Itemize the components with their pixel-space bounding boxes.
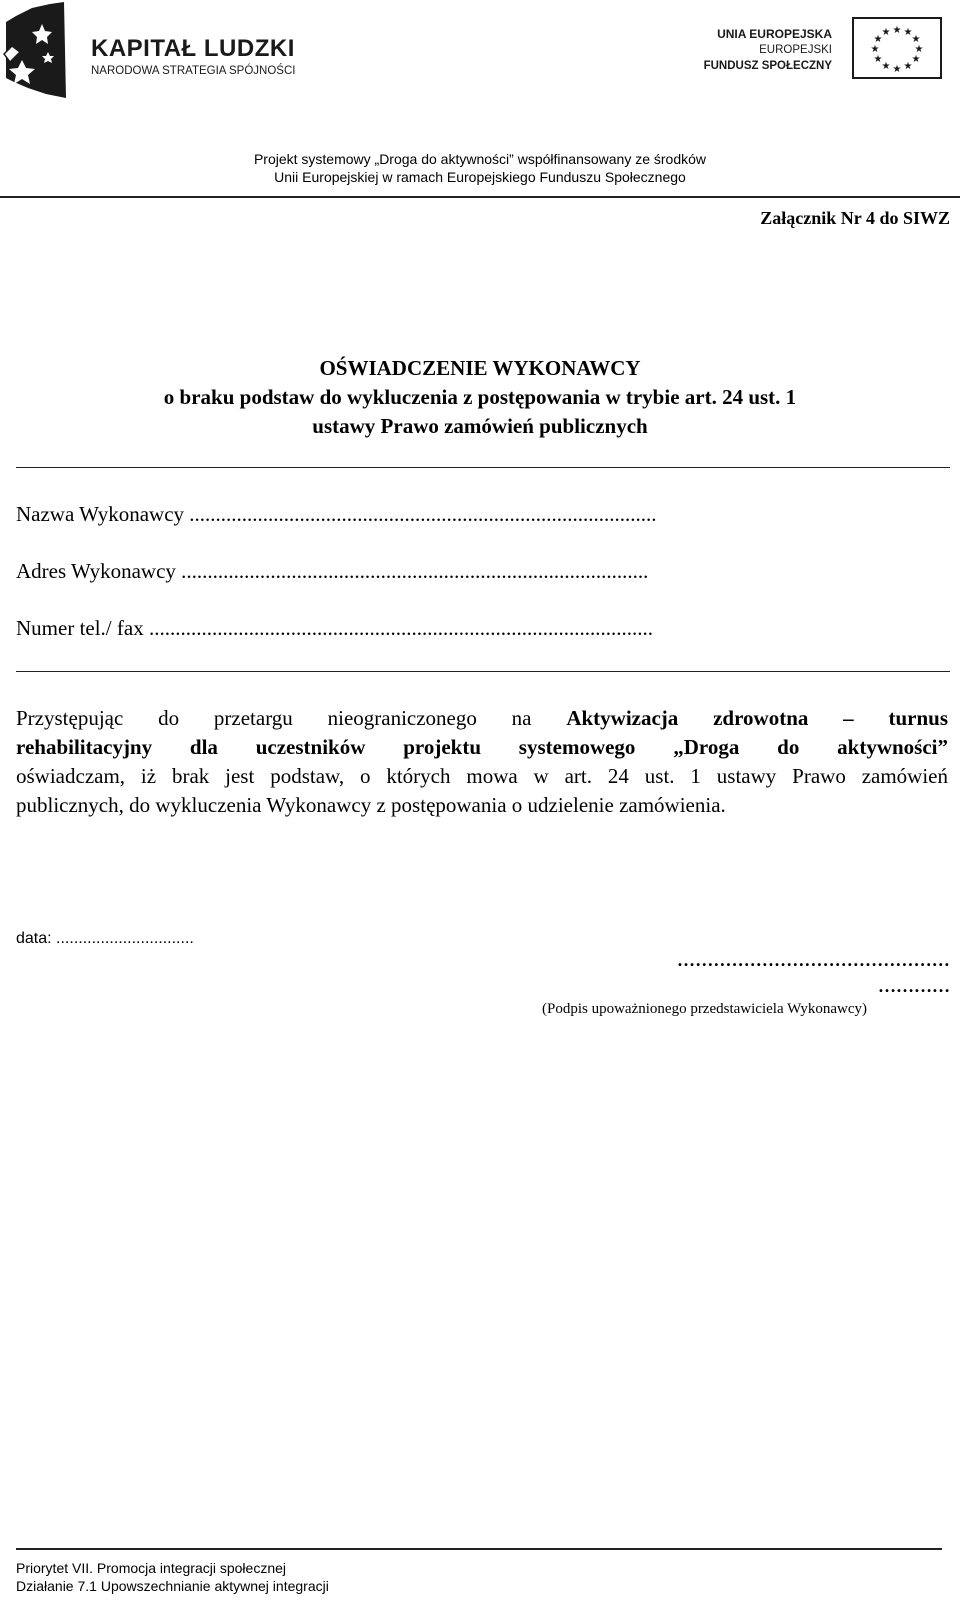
header-rule — [0, 196, 960, 198]
svg-text:★: ★ — [873, 54, 883, 65]
statement-line-3: oświadczam, iż brak jest podstaw, o których mowa w art. 24 ust. 1 ustawy Prawo zamówień — [16, 764, 948, 788]
statement-line-1-subject: Aktywizacja zdrowotna – turnus — [566, 706, 948, 730]
svg-text:★: ★ — [881, 27, 891, 38]
eu-logo-line1: UNIA EUROPEJSKA — [717, 27, 832, 41]
svg-text:★: ★ — [903, 27, 913, 38]
title-line-3: ustawy Prawo zamówień publicznych — [312, 414, 648, 438]
document-title — [0, 354, 960, 441]
fields-rule — [16, 671, 950, 672]
project-line-1: Projekt systemowy „Droga do aktywności” współfinansowany ze środków — [253, 151, 707, 167]
signature-dots-line-1[interactable]: ……………………………………… — [677, 950, 950, 970]
svg-text:★: ★ — [870, 44, 880, 55]
contractor-phone-field[interactable]: Numer tel./ fax ................................................................................................ — [16, 616, 653, 640]
kapital-ludzki-title: KAPITAŁ LUDZKI — [91, 35, 295, 62]
statement-line-4: publicznych, do wykluczenia Wykonawcy z postępowania o udzielenie zamówienia. — [16, 793, 726, 817]
svg-text:★: ★ — [892, 25, 902, 36]
title-line-1: OŚWIADCZENIE WYKONAWCY — [319, 356, 641, 380]
signature-caption: (Podpis upoważnionego przedstawiciela Wykonawcy) — [542, 1001, 867, 1017]
svg-text:★: ★ — [892, 64, 902, 75]
project-line-2: Unii Europejskiej w ramach Europejskiego Funduszu Społecznego — [274, 169, 686, 185]
svg-text:★: ★ — [911, 54, 921, 65]
svg-text:★: ★ — [881, 61, 891, 72]
statement-line-2: rehabilitacyjny dla uczestników projektu systemowego „Droga do aktywności” — [16, 735, 948, 759]
footer-rule — [16, 1548, 942, 1550]
statement-line-1-intro: Przystępując do przetargu nieograniczonego na — [16, 706, 567, 730]
contractor-name-field[interactable]: Nazwa Wykonawcy ......................................................................................... — [16, 502, 657, 526]
date-field[interactable]: data: ............................... — [16, 930, 194, 947]
contractor-address-field[interactable]: Adres Wykonawcy ......................................................................................... — [16, 559, 649, 583]
title-line-2: o braku podstaw do wykluczenia z postępowania w trybie art. 24 ust. 1 — [163, 385, 797, 409]
eu-logo-line3: FUNDUSZ SPOŁECZNY — [703, 60, 832, 72]
eu-logo — [700, 14, 950, 84]
eu-logo-text — [704, 26, 832, 74]
statement-paragraph — [16, 704, 948, 820]
svg-text:★: ★ — [903, 61, 913, 72]
kapital-ludzki-logo — [2, 2, 322, 102]
eu-flag-icon — [852, 17, 942, 79]
kapital-ludzki-emblem-icon — [2, 2, 72, 100]
footer-line-2: Działanie 7.1 Upowszechnianie aktywnej integracji — [16, 1578, 329, 1594]
svg-text:★: ★ — [911, 34, 921, 45]
annex-label: Załącznik Nr 4 do SIWZ — [760, 208, 950, 228]
kapital-ludzki-subtitle: NARODOWA STRATEGIA SPÓJNOŚCI — [91, 65, 296, 77]
svg-text:★: ★ — [873, 34, 883, 45]
title-rule — [16, 467, 950, 468]
statement-line-1 — [16, 704, 948, 733]
signature-dots-line-2[interactable]: ………… — [878, 976, 950, 996]
footer-line-1: Priorytet VII. Promocja integracji społecznej — [16, 1560, 286, 1576]
eu-logo-line2: EUROPEJSKI — [759, 44, 832, 56]
svg-text:★: ★ — [914, 44, 924, 55]
